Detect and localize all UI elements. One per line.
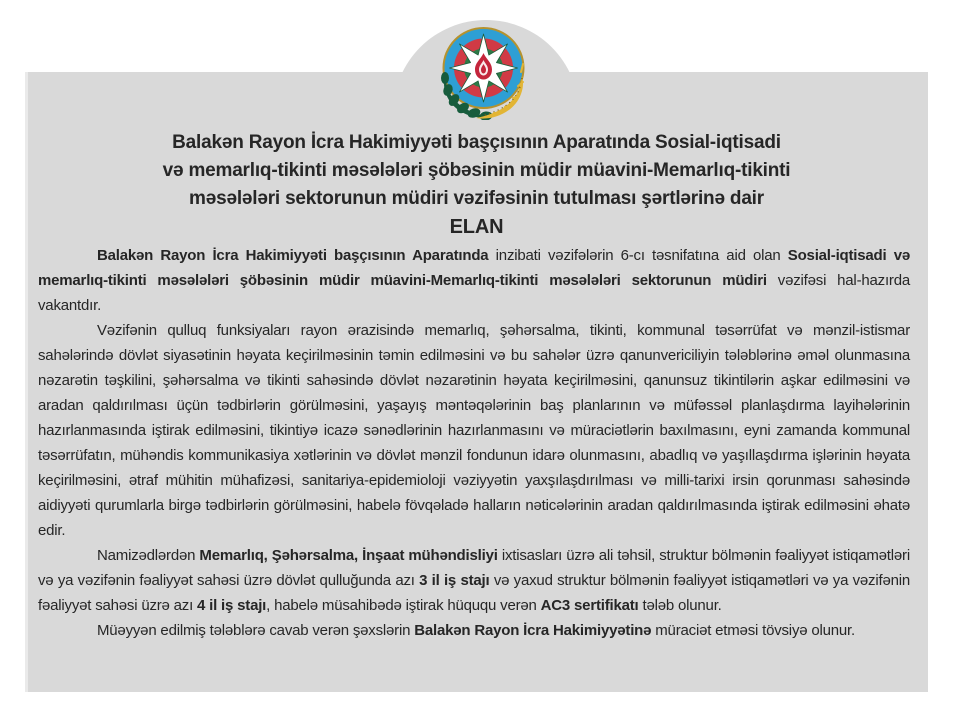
announcement-panel <box>25 72 928 692</box>
title-line: və memarlıq-tikinti məsələləri şöbəsinin müdir müavini-Memarlıq-tikinti <box>162 160 791 181</box>
azerbaijan-coat-of-arms-icon <box>433 20 534 120</box>
body-paragraph: Vəzifənin qulluq funksiyaları rayon ərazisində memarlıq, şəhərsalma, tikinti, kommunal təsərrüfat və mənzil-istismar sahələrində dövlət siyasətinin həyata keçirilməsinin təmin edilməsini və bu sahələr üzrə qanunvericiliyin tələblərinə əməl olunmasına nəzarətin təşkilini, şəhərsalma və tikinti sahəsində dövlət nəzarətinin həyata keçirilməsini, qanunsuz tikintilərin aşkar edilməsini və aradan qaldırılması üçün tədbirlərin görülməsini, yaşayış məntəqələrinin baş planlarının və müfəssəl planlaşdırma layihələrinin hazırlanmasında iştirak edilməsini, tikintiyə icazə sənədlərinin hazırlanmasını və müraciətlərin baxılmasını, eyni zamanda kommunal təsərrüfatın, mühəndis kommunikasiya xətlərinin və dövlət mənzil fondunun idarə olunmasını, abadlıq və yaşıllaşdırma işlərinin həyata keçirilməsini, ətraf mühitin mühafizəsi, sanitariya-epidemioloji vəziyyətin yaxşılaşdırılması və milli-tarixi irsin qorunması sahəsində aidiyyəti qurumlarla birgə tədbirlərin görülməsini, habelə fövqəladə halların nəticələrinin aradan qaldırılmasında iştirak edilməsini əhatə edir. <box>38 322 910 539</box>
body-paragraph: Müəyyən edilmiş tələblərə cavab verən şəxslərin Balakən Rayon İcra Hakimiyyətinə müraciət etməsi tövsiyə olunur. <box>97 622 855 639</box>
body-paragraph: Namizədlərdən Memarlıq, Şəhərsalma, İnşaat mühəndisliyi ixtisasları üzrə ali təhsil, struktur bölmənin fəaliyyət istiqamətləri və ya vəzifənin fəaliyyət sahəsi üzrə dövlət qulluğunda azı 3 il iş stajı və yaxud struktur bölmənin fəaliyyət istiqamətləri və ya vəzifənin fəaliyyət sahəsi üzrə azı 4 il iş stajı, habelə müsahibədə iştirak hüququ verən AC3 sertifikatı tələb olunur. <box>38 547 910 614</box>
title-line: Balakən Rayon İcra Hakimiyyəti başçısının Aparatında Sosial-iqtisadi <box>172 132 781 153</box>
body-paragraph: Balakən Rayon İcra Hakimiyyəti başçısının Aparatında inzibati vəzifələrin 6-cı təsnifatına aid olan Sosial-iqtisadi və memarlıq-tikinti məsələləri şöbəsinin müdir müavini-Memarlıq-tikinti məsələləri sektorunun müdiri vəzifəsi hal-hazırda vakantdır. <box>38 247 911 314</box>
title-line: məsələləri sektorunun müdiri vəzifəsinin tutulması şərtlərinə dair <box>189 188 764 209</box>
announcement-body <box>25 243 928 643</box>
announcement-title <box>45 129 908 241</box>
elan-heading: ELAN <box>449 216 504 238</box>
